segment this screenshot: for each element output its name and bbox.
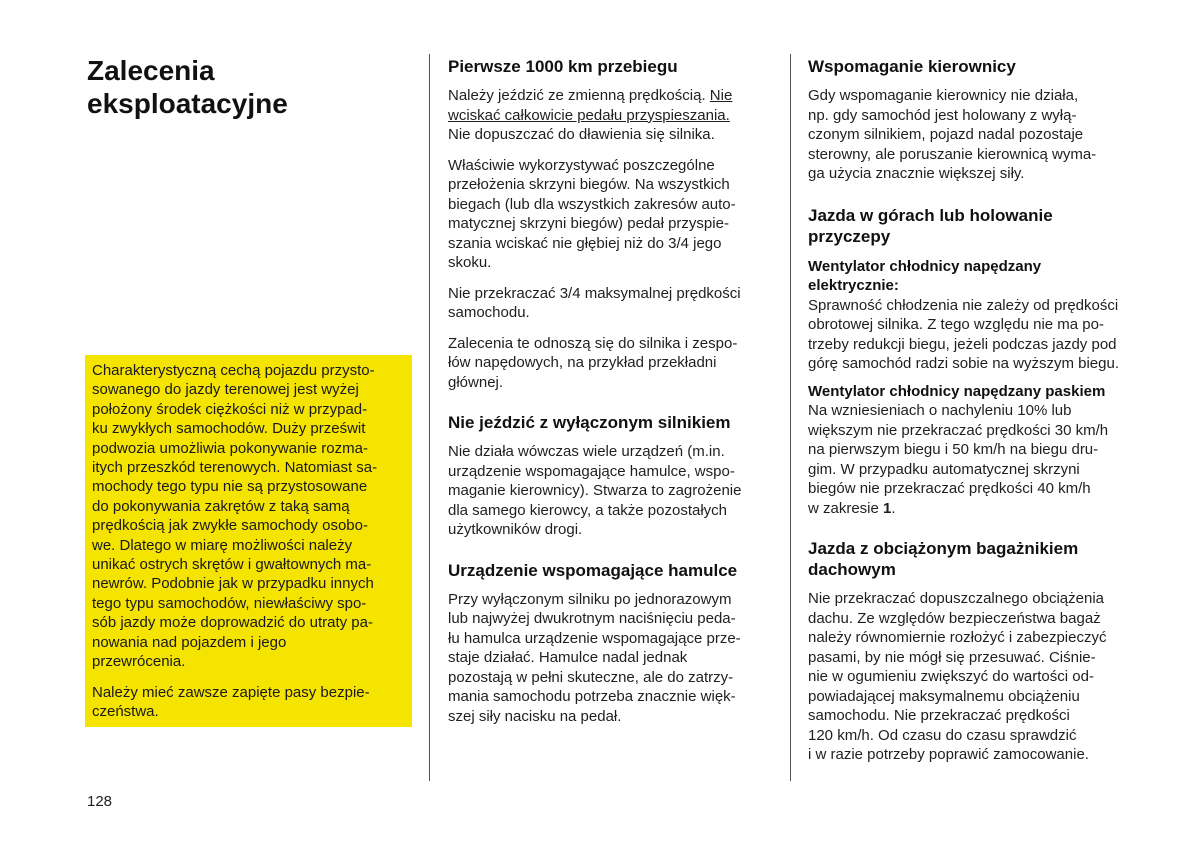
text-line: mania samochodu potrzeba znacznie więk- xyxy=(448,688,736,705)
heading-line: elektrycznie: xyxy=(808,277,899,294)
text-line: dachu. Ze względów bezpieczeństwa bagaż xyxy=(808,609,1101,627)
text-line: tego typu samochodów, niewłaściwy spo- xyxy=(92,594,367,612)
text-run: . xyxy=(891,499,896,517)
text-line: Sprawność chłodzenia nie zależy od prędkości xyxy=(808,296,1119,314)
subheading-electric-fan xyxy=(808,257,1153,296)
text-line: nie w ogumieniu zwiększyć do wartości od- xyxy=(808,668,1094,685)
text-line: urządzenie wspomagające hamulce, wspo- xyxy=(448,462,735,480)
text-line: samochodu. Nie przekraczać prędkości xyxy=(808,707,1070,724)
column-divider-left xyxy=(429,54,430,781)
text-line: itych przeszkód terenowych. Natomiast sa- xyxy=(92,459,378,477)
text-line: górę samochód radzi sobie na wyższym biegu. xyxy=(808,355,1119,372)
text-line: przełożenia skrzyni biegów. Na wszystkich xyxy=(448,176,730,193)
right-column xyxy=(808,56,1153,765)
paragraph xyxy=(448,334,778,393)
text-run: w zakresie xyxy=(808,499,884,517)
text-line: należy równomiernie rozłożyć i zabezpieczyć xyxy=(808,629,1107,646)
text-line: staje działać. Hamulce nadal jednak xyxy=(448,649,688,666)
paragraph xyxy=(808,401,1153,518)
text-line: sowanego do jazdy terenowej jest wyżej xyxy=(92,381,359,399)
heading-line: Jazda w górach lub holowanie xyxy=(808,205,1053,225)
heading-line: dachowym xyxy=(808,560,896,579)
text-line: nowania nad pojazdem i jego xyxy=(92,633,287,651)
text-line: Nie przekraczać dopuszczalnego obciążenia xyxy=(808,590,1105,607)
text-line: we. Dlatego w miarę możliwości należy xyxy=(92,536,353,554)
subheading-belt-fan: Wentylator chłodnicy napędzany paskiem xyxy=(808,382,1106,400)
paragraph xyxy=(448,156,778,273)
text-line: biegach (lub dla wszystkich zakresów auto- xyxy=(448,195,736,213)
text-line: Nie przekraczać 3/4 maksymalnej prędkości xyxy=(448,284,741,302)
text-line: Gdy wspomaganie kierownicy nie działa, xyxy=(808,87,1079,104)
text-line: podwozia umożliwia pokonywanie rozma- xyxy=(92,439,368,457)
heading-line: przyczepy xyxy=(808,226,891,246)
text-line: łów napędowych, na przykład przekładni xyxy=(448,354,717,371)
text-line: do pokonywania zakrętów z taką samą xyxy=(92,497,350,515)
middle-column xyxy=(448,56,778,726)
text-line: Nie dopuszczać do dławienia się silnika. xyxy=(448,126,715,143)
text-line: Właściwie wykorzystywać poszczególne xyxy=(448,156,715,174)
text-line: łu hamulca urządzenie wspomagające prze- xyxy=(448,629,741,647)
text-line: Charakterystyczną cechą pojazdu przysto- xyxy=(92,362,375,379)
text-line: na pierwszym biegu i 50 km/h na biegu dru- xyxy=(808,441,1099,458)
page-title xyxy=(87,54,407,120)
section-heading-mountains-towing xyxy=(808,205,1153,247)
underlined-text: wciskać całkowicie pedału przyspieszania. xyxy=(448,106,730,124)
text-line: Zalecenia te odnoszą się do silnika i zespo- xyxy=(448,334,738,352)
text-line: szania wciskać nie głębiej niż do 3/4 jego xyxy=(448,234,722,252)
text-line: pasami, by nie mógł się przesuwać. Ciśnie- xyxy=(808,648,1096,666)
paragraph xyxy=(448,284,778,323)
text-line: Należy mieć zawsze zapięte pasy bezpie- xyxy=(92,683,370,701)
text-line: Na wzniesieniach o nachyleniu 10% lub xyxy=(808,402,1072,419)
paragraph xyxy=(448,590,778,727)
text-line: lub najwyżej dwukrotnym naciśnięciu peda- xyxy=(448,610,736,627)
text-line: przewrócenia. xyxy=(92,653,186,671)
section-heading-first-1000km: Pierwsze 1000 km przebiegu xyxy=(448,57,678,76)
heading-line: Jazda z obciążonym bagażnikiem xyxy=(808,539,1079,558)
text-line: Nie działa wówczas wiele urządzeń (m.in. xyxy=(448,443,725,460)
warning-paragraph-2 xyxy=(92,683,406,722)
paragraph xyxy=(448,442,778,540)
text-line: powiadającej maksymalnemu obciążeniu xyxy=(808,687,1080,705)
text-line: obrotowej silnika. Z tego względu nie ma po- xyxy=(808,316,1104,333)
text-line: położony środek ciężkości niż w przypad- xyxy=(92,400,368,418)
section-heading-brake-booster: Urządzenie wspomagające hamulce xyxy=(448,560,738,580)
underlined-text: Nie xyxy=(709,87,733,104)
title-line-2: eksploatacyjne xyxy=(87,88,288,119)
warning-box xyxy=(85,355,412,727)
bold-range-number: 1 xyxy=(883,499,892,517)
text-line: maganie kierownicy). Stwarza to zagrożenie xyxy=(448,482,742,499)
text-line: prędkością jak zwykłe samochody osobo- xyxy=(92,517,368,535)
text-line: ga użycia znacznie większej siły. xyxy=(808,165,1025,182)
text-line: matycznej skrzyni biegów) pedał przyspie- xyxy=(448,215,729,232)
paragraph xyxy=(448,86,778,145)
title-line-1: Zalecenia xyxy=(87,55,215,86)
text-line: ku zwykłych samochodów. Duży prześwit xyxy=(92,420,366,438)
section-heading-power-steering: Wspomaganie kierownicy xyxy=(808,57,1016,76)
text-line: Przy wyłączonym silniku po jednorazowym xyxy=(448,590,732,608)
text-line: głównej. xyxy=(448,373,504,391)
text-line: mochody tego typu nie są przystosowane xyxy=(92,478,368,496)
column-divider-right xyxy=(790,54,791,781)
text-line: newrów. Podobnie jak w przypadku innych xyxy=(92,575,374,593)
text-line: użytkowników drogi. xyxy=(448,521,583,538)
text-line: samochodu. xyxy=(448,304,530,321)
section-heading-roof-rack xyxy=(808,538,1153,580)
text-line: pozostają w pełni skuteczne, ale do zatrzy- xyxy=(448,668,734,686)
paragraph xyxy=(808,86,1153,184)
text-line: trzeby redukcji biegu, jeżeli podczas jazdy pod xyxy=(808,335,1117,353)
text-line: czonym silnikiem, pojazd nadal pozostaje xyxy=(808,126,1084,143)
text-line: biegów nie przekraczać prędkości 40 km/h xyxy=(808,480,1091,497)
text-line: dla samego kierowcy, a także pozostałych xyxy=(448,501,728,519)
text-line: większym nie przekraczać prędkości 30 km/h xyxy=(808,421,1109,439)
text-line: unikać ostrych skrętów i gwałtownych ma- xyxy=(92,556,372,574)
section-heading-engine-off: Nie jeździć z wyłączonym silnikiem xyxy=(448,413,731,432)
text-line: 120 km/h. Od czasu do czasu sprawdzić xyxy=(808,726,1077,744)
text-line: sób jazdy może doprowadzić do utraty pa- xyxy=(92,614,373,632)
text-line: gim. W przypadku automatycznej skrzyni xyxy=(808,460,1080,478)
text-line: szej siły nacisku na pedał. xyxy=(448,707,622,725)
text-line: np. gdy samochód jest holowany z wyłą- xyxy=(808,106,1077,124)
text-line: czeństwa. xyxy=(92,702,159,720)
warning-paragraph-1 xyxy=(92,361,406,672)
paragraph xyxy=(808,589,1153,765)
text-line: i w razie potrzeby poprawić zamocowanie. xyxy=(808,746,1089,763)
paragraph xyxy=(808,296,1153,374)
page-number: 128 xyxy=(87,793,113,810)
text-run: Należy jeździć ze zmienną prędkością. xyxy=(448,87,710,104)
text-line: skoku. xyxy=(448,254,492,271)
heading-line: Wentylator chłodnicy napędzany xyxy=(808,257,1042,275)
text-line: sterowny, ale poruszanie kierownicą wyma- xyxy=(808,145,1097,163)
